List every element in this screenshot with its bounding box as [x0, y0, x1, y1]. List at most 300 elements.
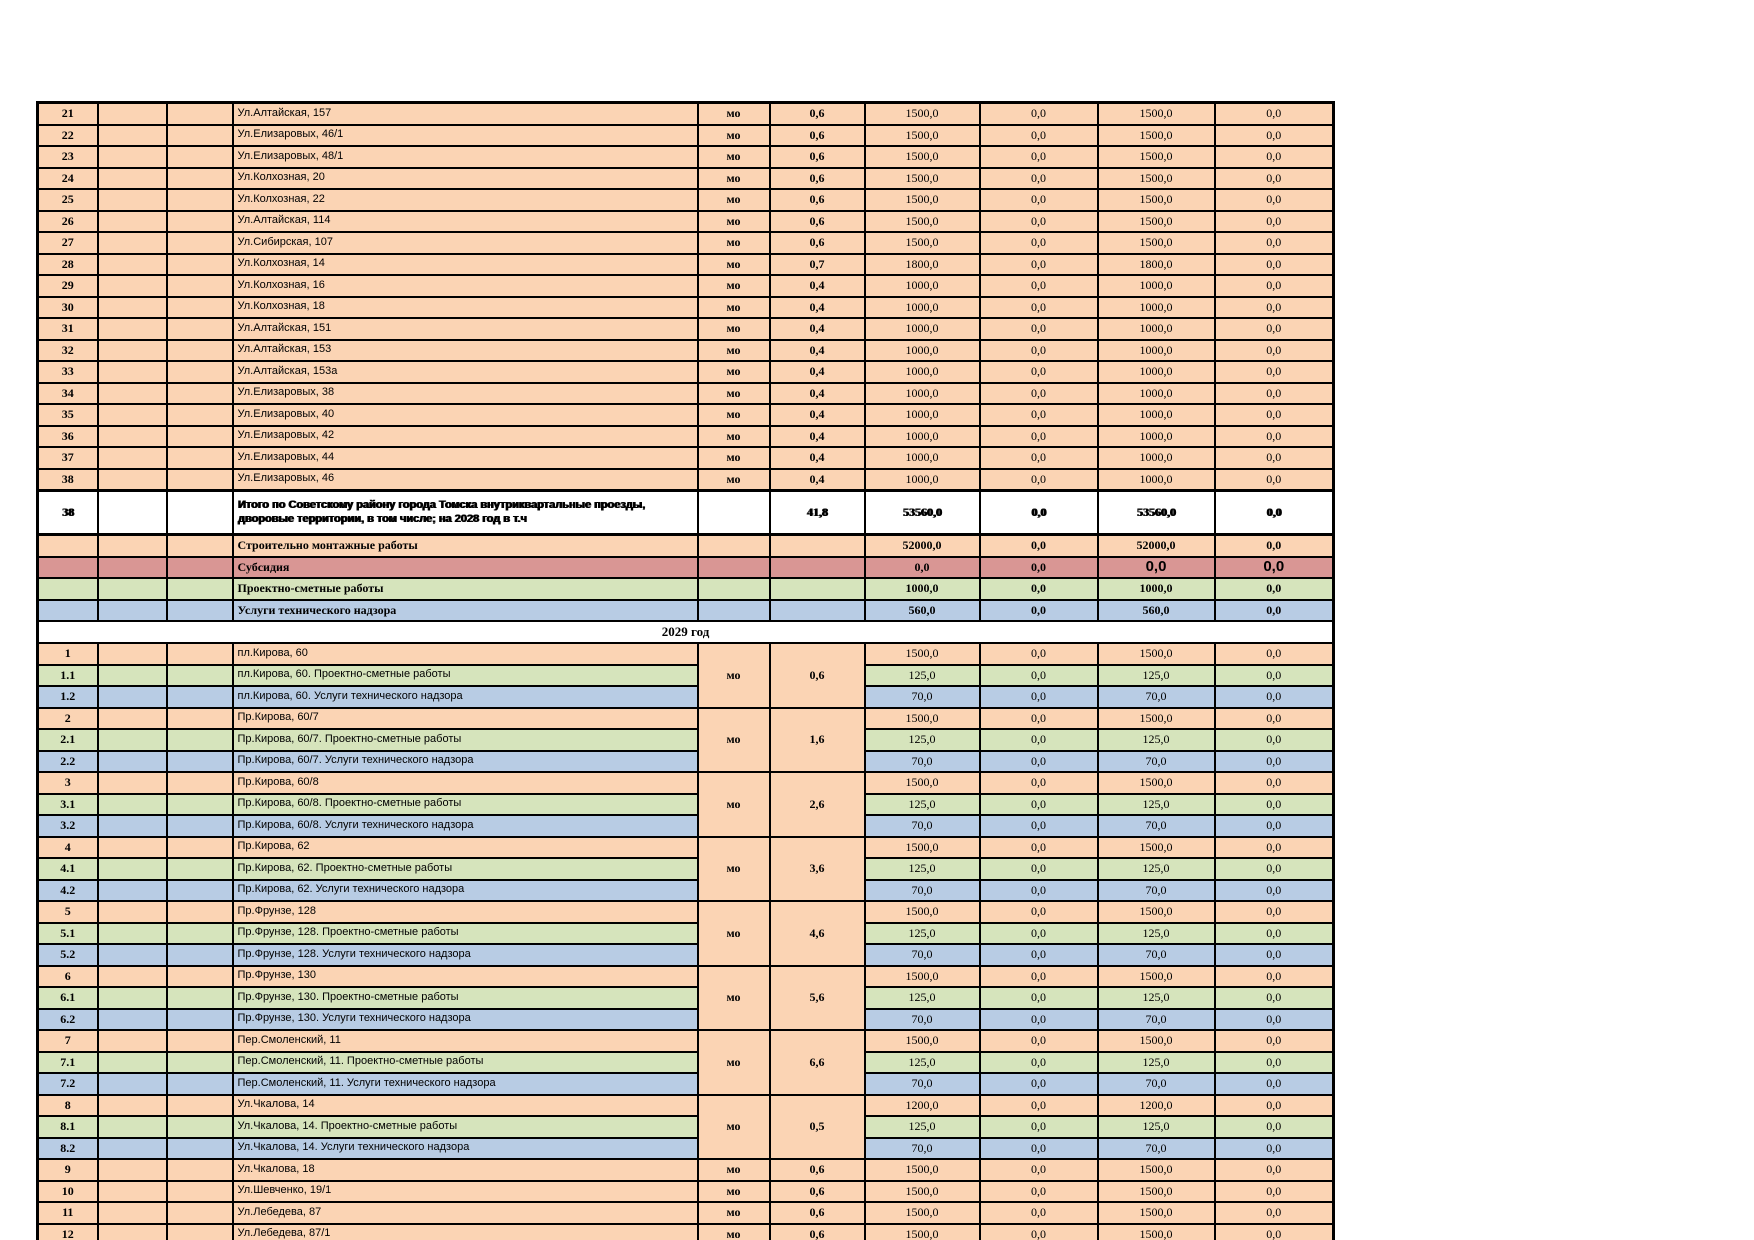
value-cell: 0,0 [980, 1159, 1098, 1181]
value-cell: 1500,0 [865, 1181, 980, 1203]
value-cell: 125,0 [865, 794, 980, 816]
value-cell: 125,0 [865, 1116, 980, 1138]
breakdown-label-cell: Услуги технического надзора [233, 600, 698, 622]
table-row [38, 944, 1334, 966]
value-cell: 1800,0 [1098, 254, 1215, 276]
value-cell: 0,0 [980, 297, 1098, 319]
value-cell: 0,0 [1215, 1030, 1334, 1052]
value-cell: 0,0 [1215, 383, 1334, 405]
value-cell: 0,0 [1215, 729, 1334, 751]
volume-cell: 0,6 [770, 146, 865, 168]
value-cell: 125,0 [1098, 858, 1215, 880]
volume-cell: 0,6 [770, 232, 865, 254]
value-cell: 1000,0 [1098, 297, 1215, 319]
value-cell: 0,0 [1215, 146, 1334, 168]
value-cell: 0,0 [1215, 600, 1334, 622]
table-row [38, 1009, 1334, 1031]
blank-cell [167, 837, 233, 859]
value-cell: 0,0 [980, 1138, 1098, 1160]
value-cell: 0,0 [980, 1095, 1098, 1117]
value-cell: 0,0 [1098, 557, 1215, 579]
row-number-cell: 2.2 [38, 751, 98, 773]
address-cell: Пр.Кирова, 60/8. Услуги технического надзора [233, 815, 698, 837]
blank-cell [98, 168, 167, 190]
volume-cell: 41,8 [770, 491, 865, 535]
value-cell: 0,0 [1215, 211, 1334, 233]
value-cell: 1500,0 [1098, 211, 1215, 233]
value-cell: 0,0 [1215, 1095, 1334, 1117]
volume-cell: 6,6 [770, 1030, 865, 1095]
value-cell: 52000,0 [865, 535, 980, 557]
value-cell: 0,0 [1215, 578, 1334, 600]
value-cell: 0,0 [980, 1116, 1098, 1138]
value-cell: 1500,0 [865, 168, 980, 190]
blank-cell [98, 211, 167, 233]
table-row [38, 880, 1334, 902]
address-cell: Ул.Елизаровых, 46 [233, 469, 698, 491]
value-cell: 1000,0 [1098, 426, 1215, 448]
blank-cell [98, 254, 167, 276]
value-cell: 0,0 [1215, 340, 1334, 362]
table-row [38, 189, 1334, 211]
blank-cell [167, 987, 233, 1009]
value-cell: 0,0 [980, 794, 1098, 816]
total-label-cell: Итого по Советскому району города Томска внутриквартальные проезды, дворовые территории, в том числе; на 2028 год в т.ч [233, 491, 698, 535]
value-cell: 0,0 [865, 557, 980, 579]
volume-cell: 3,6 [770, 837, 865, 902]
mo-cell [698, 491, 770, 535]
value-cell: 0,0 [980, 318, 1098, 340]
row-number-cell: 21 [38, 103, 98, 125]
blank-cell [167, 1159, 233, 1181]
blank-cell [98, 491, 167, 535]
value-cell: 0,0 [1215, 297, 1334, 319]
blank-cell [98, 103, 167, 125]
blank-cell [167, 1224, 233, 1240]
volume-cell: 0,4 [770, 275, 865, 297]
blank-cell [167, 535, 233, 557]
mo-cell: мо [698, 1030, 770, 1095]
value-cell: 560,0 [865, 600, 980, 622]
volume-cell: 0,4 [770, 318, 865, 340]
value-cell: 1500,0 [1098, 1202, 1215, 1224]
blank-cell [167, 340, 233, 362]
value-cell: 125,0 [1098, 794, 1215, 816]
volume-cell: 0,6 [770, 168, 865, 190]
blank-cell [98, 297, 167, 319]
mo-cell: мо [698, 361, 770, 383]
blank-cell [98, 361, 167, 383]
volume-cell [770, 578, 865, 600]
blank-cell [98, 686, 167, 708]
address-cell: Ул.Алтайская, 114 [233, 211, 698, 233]
blank-cell [167, 751, 233, 773]
value-cell: 70,0 [1098, 944, 1215, 966]
value-cell: 0,0 [1215, 794, 1334, 816]
table-row [38, 232, 1334, 254]
table-row [38, 815, 1334, 837]
blank-cell [167, 1009, 233, 1031]
mo-cell [698, 578, 770, 600]
volume-cell: 2,6 [770, 772, 865, 837]
row-number-cell: 33 [38, 361, 98, 383]
mo-cell: мо [698, 189, 770, 211]
table-row [38, 1202, 1334, 1224]
blank-cell [98, 1052, 167, 1074]
address-cell: Ул.Шевченко, 19/1 [233, 1181, 698, 1203]
value-cell: 0,0 [1215, 1138, 1334, 1160]
row-number-cell: 8.1 [38, 1116, 98, 1138]
value-cell: 125,0 [865, 987, 980, 1009]
row-number-cell: 38 [38, 469, 98, 491]
value-cell: 1500,0 [865, 146, 980, 168]
address-cell: Пр.Кирова, 60/7. Услуги технического надзора [233, 751, 698, 773]
address-cell: Пр.Кирова, 60/7 [233, 708, 698, 730]
address-cell: Ул.Колхозная, 14 [233, 254, 698, 276]
blank-cell [167, 815, 233, 837]
value-cell: 1000,0 [865, 275, 980, 297]
value-cell: 70,0 [865, 944, 980, 966]
value-cell: 125,0 [1098, 729, 1215, 751]
row-number-cell: 6.1 [38, 987, 98, 1009]
blank-cell [167, 1138, 233, 1160]
mo-cell: мо [698, 1095, 770, 1160]
row-number-cell: 4 [38, 837, 98, 859]
value-cell: 0,0 [980, 751, 1098, 773]
value-cell: 125,0 [1098, 1116, 1215, 1138]
value-cell: 0,0 [1215, 686, 1334, 708]
row-number-cell: 7.1 [38, 1052, 98, 1074]
value-cell: 1800,0 [865, 254, 980, 276]
table-row [38, 643, 1334, 665]
table-row [38, 447, 1334, 469]
value-cell: 0,0 [1215, 1073, 1334, 1095]
budget-table [36, 101, 1335, 1240]
value-cell: 1500,0 [1098, 708, 1215, 730]
address-cell: Ул.Алтайская, 153 [233, 340, 698, 362]
address-cell: Ул.Сибирская, 107 [233, 232, 698, 254]
volume-cell: 0,7 [770, 254, 865, 276]
value-cell: 0,0 [980, 987, 1098, 1009]
address-cell: Пр.Кирова, 62. Услуги технического надзора [233, 880, 698, 902]
mo-cell: мо [698, 1159, 770, 1181]
value-cell: 1000,0 [865, 578, 980, 600]
address-cell: Ул.Алтайская, 157 [233, 103, 698, 125]
value-cell: 0,0 [980, 1009, 1098, 1031]
value-cell: 0,0 [1215, 815, 1334, 837]
mo-cell: мо [698, 211, 770, 233]
volume-cell: 1,6 [770, 708, 865, 773]
value-cell: 70,0 [1098, 815, 1215, 837]
year-header-row [38, 621, 1334, 643]
volume-cell: 0,4 [770, 361, 865, 383]
volume-cell: 0,6 [770, 1181, 865, 1203]
blank-cell [167, 643, 233, 665]
value-cell: 1500,0 [865, 1159, 980, 1181]
blank-cell [167, 125, 233, 147]
value-cell: 0,0 [1215, 708, 1334, 730]
value-cell: 1500,0 [865, 189, 980, 211]
row-number-cell: 9 [38, 1159, 98, 1181]
address-cell: Ул.Алтайская, 151 [233, 318, 698, 340]
mo-cell: мо [698, 837, 770, 902]
blank-cell [167, 146, 233, 168]
value-cell: 1500,0 [1098, 168, 1215, 190]
total-value-cell: 0,0 [1215, 491, 1334, 535]
volume-cell: 4,6 [770, 901, 865, 966]
value-cell: 1500,0 [865, 708, 980, 730]
value-cell: 1500,0 [865, 211, 980, 233]
volume-cell: 0,6 [770, 103, 865, 125]
value-cell: 0,0 [1215, 1181, 1334, 1203]
breakdown-label-cell: Строительно монтажные работы [233, 535, 698, 557]
value-cell: 0,0 [1215, 469, 1334, 491]
value-cell: 0,0 [980, 404, 1098, 426]
value-cell: 0,0 [980, 600, 1098, 622]
value-cell: 1000,0 [865, 469, 980, 491]
row-number-cell: 6 [38, 966, 98, 988]
mo-cell: мо [698, 254, 770, 276]
value-cell: 1500,0 [865, 966, 980, 988]
value-cell: 0,0 [980, 1030, 1098, 1052]
table-row [38, 751, 1334, 773]
volume-cell: 0,4 [770, 297, 865, 319]
value-cell: 0,0 [980, 643, 1098, 665]
blank-cell [98, 318, 167, 340]
mo-cell: мо [698, 146, 770, 168]
address-cell: пл.Кирова, 60 [233, 643, 698, 665]
value-cell: 0,0 [980, 837, 1098, 859]
blank-cell [167, 1073, 233, 1095]
row-number-cell: 30 [38, 297, 98, 319]
blank-cell [98, 794, 167, 816]
breakdown-row [38, 557, 1334, 579]
value-cell: 1000,0 [1098, 469, 1215, 491]
blank-cell [167, 275, 233, 297]
table-row [38, 794, 1334, 816]
budget-table-body [38, 103, 1334, 1240]
breakdown-label-cell: Проектно-сметные работы [233, 578, 698, 600]
blank-cell [98, 557, 167, 579]
table-row [38, 966, 1334, 988]
blank-cell [98, 447, 167, 469]
mo-cell: мо [698, 318, 770, 340]
address-cell: Ул.Чкалова, 14. Услуги технического надзора [233, 1138, 698, 1160]
address-cell: Ул.Елизаровых, 42 [233, 426, 698, 448]
value-cell: 0,0 [980, 815, 1098, 837]
mo-cell: мо [698, 708, 770, 773]
address-cell: Ул.Колхозная, 20 [233, 168, 698, 190]
row-number-cell: 2.1 [38, 729, 98, 751]
table-row [38, 837, 1334, 859]
value-cell: 0,0 [980, 729, 1098, 751]
value-cell: 0,0 [980, 1224, 1098, 1240]
value-cell: 1500,0 [1098, 901, 1215, 923]
table-row [38, 146, 1334, 168]
breakdown-label-cell: Субсидия [233, 557, 698, 579]
blank-cell [167, 361, 233, 383]
volume-cell: 0,4 [770, 447, 865, 469]
value-cell: 1500,0 [1098, 837, 1215, 859]
blank-cell [167, 901, 233, 923]
volume-cell: 0,6 [770, 1159, 865, 1181]
value-cell: 0,0 [980, 880, 1098, 902]
blank-cell [167, 447, 233, 469]
value-cell: 0,0 [980, 469, 1098, 491]
table-row [38, 729, 1334, 751]
table-row [38, 103, 1334, 125]
row-number-cell: 2 [38, 708, 98, 730]
address-cell: Ул.Алтайская, 153а [233, 361, 698, 383]
mo-cell: мо [698, 772, 770, 837]
address-cell: Пр.Кирова, 62 [233, 837, 698, 859]
value-cell: 1500,0 [1098, 146, 1215, 168]
address-cell: Ул.Лебедева, 87/1 [233, 1224, 698, 1240]
value-cell: 125,0 [865, 858, 980, 880]
table-row [38, 125, 1334, 147]
value-cell: 1000,0 [865, 426, 980, 448]
table-row [38, 923, 1334, 945]
mo-cell: мо [698, 1202, 770, 1224]
table-row [38, 686, 1334, 708]
value-cell: 0,0 [1215, 404, 1334, 426]
address-cell: Ул.Колхозная, 22 [233, 189, 698, 211]
mo-cell: мо [698, 340, 770, 362]
blank-cell [167, 426, 233, 448]
value-cell: 0,0 [980, 1181, 1098, 1203]
value-cell: 0,0 [980, 275, 1098, 297]
value-cell: 70,0 [865, 815, 980, 837]
value-cell: 1500,0 [1098, 125, 1215, 147]
table-row [38, 1159, 1334, 1181]
blank-cell [167, 297, 233, 319]
mo-cell: мо [698, 901, 770, 966]
table-row [38, 1138, 1334, 1160]
value-cell: 70,0 [865, 686, 980, 708]
mo-cell: мо [698, 426, 770, 448]
value-cell: 0,0 [980, 535, 1098, 557]
value-cell: 70,0 [1098, 1009, 1215, 1031]
value-cell: 125,0 [1098, 987, 1215, 1009]
breakdown-row [38, 535, 1334, 557]
mo-cell: мо [698, 404, 770, 426]
value-cell: 0,0 [980, 103, 1098, 125]
row-number-cell: 3 [38, 772, 98, 794]
row-number-cell: 1 [38, 643, 98, 665]
table-row [38, 1095, 1334, 1117]
blank-cell [98, 880, 167, 902]
address-cell: Пр.Кирова, 60/7. Проектно-сметные работы [233, 729, 698, 751]
value-cell: 125,0 [865, 1052, 980, 1074]
row-number-cell: 8 [38, 1095, 98, 1117]
blank-cell [167, 1181, 233, 1203]
value-cell: 0,0 [1215, 923, 1334, 945]
value-cell: 0,0 [1215, 1224, 1334, 1240]
blank-cell [167, 469, 233, 491]
value-cell: 1200,0 [1098, 1095, 1215, 1117]
address-cell: Ул.Колхозная, 16 [233, 275, 698, 297]
value-cell: 0,0 [980, 146, 1098, 168]
breakdown-row [38, 578, 1334, 600]
value-cell: 1500,0 [865, 1030, 980, 1052]
row-number-cell: 4.2 [38, 880, 98, 902]
row-number-cell: 35 [38, 404, 98, 426]
mo-cell [698, 600, 770, 622]
value-cell: 1500,0 [1098, 232, 1215, 254]
address-cell: Пр.Фрунзе, 130 [233, 966, 698, 988]
breakdown-row [38, 600, 1334, 622]
blank-cell [98, 232, 167, 254]
address-cell: Пр.Фрунзе, 128. Проектно-сметные работы [233, 923, 698, 945]
row-number-cell: 3.2 [38, 815, 98, 837]
blank-cell [167, 772, 233, 794]
value-cell: 0,0 [1215, 447, 1334, 469]
mo-cell: мо [698, 383, 770, 405]
address-cell: Пр.Кирова, 60/8 [233, 772, 698, 794]
value-cell: 0,0 [1215, 643, 1334, 665]
volume-cell [770, 600, 865, 622]
mo-cell: мо [698, 125, 770, 147]
value-cell: 0,0 [1215, 751, 1334, 773]
value-cell: 0,0 [1215, 426, 1334, 448]
value-cell: 0,0 [1215, 772, 1334, 794]
blank-cell [98, 643, 167, 665]
value-cell: 125,0 [1098, 923, 1215, 945]
value-cell: 70,0 [1098, 880, 1215, 902]
value-cell: 0,0 [1215, 966, 1334, 988]
value-cell: 1000,0 [865, 404, 980, 426]
volume-cell: 0,5 [770, 1095, 865, 1160]
blank-cell [167, 168, 233, 190]
table-row [38, 858, 1334, 880]
value-cell: 70,0 [865, 751, 980, 773]
value-cell: 1000,0 [865, 447, 980, 469]
blank-cell [38, 557, 98, 579]
row-number-cell: 32 [38, 340, 98, 362]
blank-cell [167, 966, 233, 988]
row-number-cell: 29 [38, 275, 98, 297]
value-cell: 1500,0 [865, 232, 980, 254]
blank-cell [38, 578, 98, 600]
row-number-cell: 12 [38, 1224, 98, 1240]
value-cell: 0,0 [1215, 665, 1334, 687]
blank-cell [167, 708, 233, 730]
value-cell: 0,0 [980, 944, 1098, 966]
total-row [38, 491, 1334, 535]
value-cell: 1200,0 [865, 1095, 980, 1117]
volume-cell: 0,4 [770, 426, 865, 448]
value-cell: 1500,0 [1098, 103, 1215, 125]
table-row [38, 211, 1334, 233]
address-cell: Пер.Смоленский, 11. Проектно-сметные работы [233, 1052, 698, 1074]
blank-cell [98, 535, 167, 557]
blank-cell [98, 1159, 167, 1181]
blank-cell [98, 751, 167, 773]
volume-cell: 5,6 [770, 966, 865, 1031]
value-cell: 0,0 [1215, 858, 1334, 880]
blank-cell [98, 383, 167, 405]
value-cell: 0,0 [980, 168, 1098, 190]
volume-cell: 0,6 [770, 1202, 865, 1224]
blank-cell [167, 794, 233, 816]
blank-cell [167, 600, 233, 622]
blank-cell [167, 1202, 233, 1224]
row-number-cell: 7 [38, 1030, 98, 1052]
value-cell: 0,0 [1215, 189, 1334, 211]
blank-cell [167, 1116, 233, 1138]
value-cell: 0,0 [1215, 557, 1334, 579]
table-row [38, 1116, 1334, 1138]
